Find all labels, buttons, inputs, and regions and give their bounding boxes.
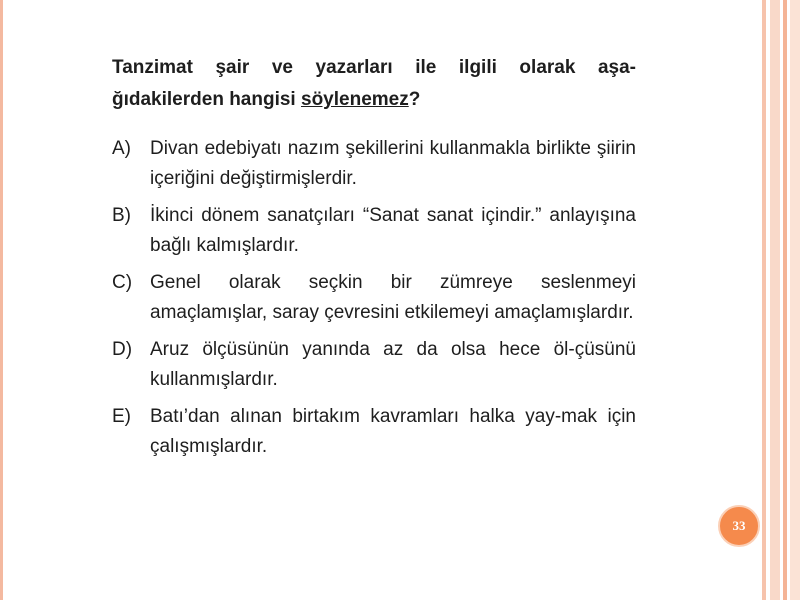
stem-suffix: ?: [408, 89, 421, 110]
option-c: [112, 268, 636, 328]
option-letter: E): [112, 406, 131, 427]
option-letter: D): [112, 339, 133, 360]
page-number-badge: 33: [718, 505, 760, 547]
option-a: [112, 134, 636, 194]
option-text: Genel olarak seçkin bir zümreye seslenmeyi amaçlamışlar, saray çevresini etkilemeyi amaçlamışlardır.: [150, 272, 636, 323]
option-d: [112, 335, 636, 395]
option-e: [112, 402, 636, 462]
option-letter: C): [112, 272, 133, 293]
stripe: [770, 0, 780, 600]
option-text: Divan edebiyatı nazım şekillerini kullanmakla birlikte şiirin içeriğini değiştirmişlerdir.: [150, 138, 636, 189]
stem-prefix: ğıdakilerden hangisi: [112, 89, 301, 110]
option-text: Aruz ölçüsünün yanında az da olsa hece öl-çüsünü kullanmışlardır.: [150, 339, 636, 390]
stripe: [762, 0, 766, 600]
stripe: [783, 0, 787, 600]
option-letter: A): [112, 138, 131, 159]
option-letter: B): [112, 205, 131, 226]
question-stem-line2: [112, 84, 636, 116]
question-block: [112, 52, 636, 469]
decorative-stripes: [762, 0, 800, 600]
left-border: [0, 0, 3, 600]
question-stem-line1: Tanzimat şair ve yazarları ile ilgili olarak aşa-: [112, 57, 636, 78]
option-b: [112, 201, 636, 261]
stripe: [790, 0, 800, 600]
stem-emphasis: söylenemez: [301, 89, 409, 110]
option-text: Batı’dan alınan birtakım kavramları halka yay-mak için çalışmışlardır.: [150, 406, 636, 457]
option-text: İkinci dönem sanatçıları “Sanat sanat içindir.” anlayışına bağlı kalmışlardır.: [150, 205, 636, 256]
